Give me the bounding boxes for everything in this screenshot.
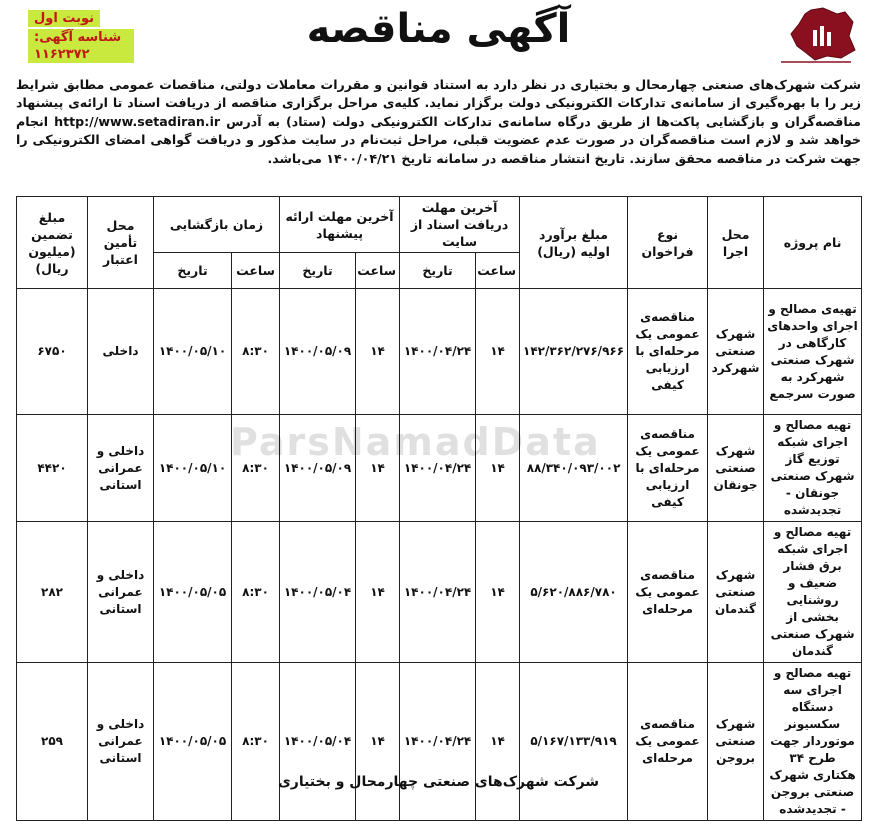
cell-funding: داخلی و عمرانی استانی [88, 663, 154, 821]
watermark: ParsNamadData [230, 420, 601, 464]
sub-date: تاریخ [400, 253, 476, 289]
sub-hour: ساعت [232, 253, 280, 289]
cell-type: مناقصه‌ی عمومی یک مرحله‌ای [628, 663, 708, 821]
sub-hour: ساعت [356, 253, 400, 289]
cell-submit-hour: ۱۴ [356, 289, 400, 415]
col-type: نوع فراخوان [628, 197, 708, 289]
tenders-table [16, 196, 862, 821]
cell-submit-date: ۱۴۰۰/۰۵/۰۴ [280, 663, 356, 821]
cell-open-date: ۱۴۰۰/۰۵/۰۵ [154, 663, 232, 821]
cell-receive-hour: ۱۴ [476, 415, 520, 522]
cell-submit-hour: ۱۴ [356, 415, 400, 522]
cell-location: شهرک صنعتی بروجن [708, 663, 764, 821]
cell-estimate: ۱۴۲/۳۶۲/۲۷۶/۹۶۶ [520, 289, 628, 415]
cell-receive-date: ۱۴۰۰/۰۴/۲۴ [400, 663, 476, 821]
cell-open-date: ۱۴۰۰/۰۵/۱۰ [154, 415, 232, 522]
cell-submit-hour: ۱۴ [356, 522, 400, 663]
table-row [17, 289, 862, 415]
cell-submit-date: ۱۴۰۰/۰۵/۰۹ [280, 289, 356, 415]
cell-project: تهیه مصالح و اجرای شبکه برق فشار ضعیف و روشنایی بخشی از شهرک صنعتی گندمان [764, 522, 862, 663]
cell-receive-date: ۱۴۰۰/۰۴/۲۴ [400, 522, 476, 663]
cell-funding: داخلی [88, 289, 154, 415]
table-row [17, 663, 862, 821]
cell-open-date: ۱۴۰۰/۰۵/۰۵ [154, 522, 232, 663]
col-project: نام پروژه [764, 197, 862, 289]
cell-location: شهرک صنعتی جونقان [708, 415, 764, 522]
cell-guarantee: ۴۴۲۰ [17, 415, 88, 522]
cell-type: مناقصه‌ی عمومی یک مرحله‌ای با ارزیابی کیفی [628, 289, 708, 415]
notice-title: آگهی مناقصه [306, 6, 571, 52]
notice-intro: شرکت شهرک‌های صنعتی چهارمحال و بختیاری در نظر دارد به استناد قوانین و مقررات معاملات دولتی، مناقصات عمومی مطابق شرایط زیر را با بهره‌گیری از سامانه‌ی تدارکات الکترونیکی دولت برگزار نماید. کلیه‌ی مراحل برگزاری مناقصه از دریافت اسناد تا ارائه‌ی پیشنهاد مناقصه‌گران و بازگشایی پاکت‌ها از طریق درگاه سامانه‌ی تدارکات الکترونیکی دولت (ستاد) به آدرس http://www.setadiran.ir انجام خواهد شد و لازم است مناقصه‌گران در صورت عدم عضویت قبلی، مراحل ثبت‌نام در سایت مذکور و دریافت گواهی امضای الکترونیکی را جهت شرکت در مناقصه محقق سازند. تاریخ انتشار مناقصه در سامانه تاریخ ۱۴۰۰/۰۴/۲۱ می‌باشد. [16, 77, 861, 166]
cell-receive-hour: ۱۴ [476, 522, 520, 663]
cell-estimate: ۸۸/۳۴۰/۰۹۳/۰۰۲ [520, 415, 628, 522]
cell-receive-hour: ۱۴ [476, 663, 520, 821]
col-location: محل اجرا [708, 197, 764, 289]
cell-open-hour: ۸:۳۰ [232, 415, 280, 522]
cell-receive-date: ۱۴۰۰/۰۴/۲۴ [400, 415, 476, 522]
table-header-row [17, 197, 862, 253]
cell-estimate: ۵/۶۲۰/۸۸۶/۷۸۰ [520, 522, 628, 663]
table-row [17, 522, 862, 663]
col-guarantee: مبلغ تضمین (میلیون ریال) [17, 197, 88, 289]
cell-funding: داخلی و عمرانی استانی [88, 522, 154, 663]
cell-project: تهیه مصالح و اجرای سه دستگاه سکسیونر موتوردار جهت طرح ۳۴ هکتاری شهرک صنعتی بروجن - تجدیدشده [764, 663, 862, 821]
footer-company: شرکت شهرک‌های صنعتی چهارمحال و بختیاری [277, 774, 600, 790]
cell-location: شهرک صنعتی شهرکرد [708, 289, 764, 415]
cell-submit-date: ۱۴۰۰/۰۵/۰۴ [280, 522, 356, 663]
cell-open-date: ۱۴۰۰/۰۵/۱۰ [154, 289, 232, 415]
cell-project: تهیه‌ی مصالح و اجرای واحدهای کارگاهی در شهرک صنعتی شهرکرد به صورت سرجمع [764, 289, 862, 415]
cell-project: تهیه مصالح و اجرای شبکه توزیع گاز شهرک صنعتی جونقان - تجدیدشده [764, 415, 862, 522]
cell-guarantee: ۲۵۹ [17, 663, 88, 821]
sub-date: تاریخ [154, 253, 232, 289]
cell-guarantee: ۲۸۲ [17, 522, 88, 663]
sub-date: تاریخ [280, 253, 356, 289]
sub-hour: ساعت [476, 253, 520, 289]
table-row [17, 415, 862, 522]
cell-receive-hour: ۱۴ [476, 289, 520, 415]
col-receive-deadline: آخرین مهلت دریافت اسناد از سایت [400, 197, 520, 253]
cell-funding: داخلی و عمرانی استانی [88, 415, 154, 522]
col-estimate: مبلغ برآورد اولیه (ریال) [520, 197, 628, 289]
cell-receive-date: ۱۴۰۰/۰۴/۲۴ [400, 289, 476, 415]
cell-guarantee: ۶۷۵۰ [17, 289, 88, 415]
cell-type: مناقصه‌ی عمومی یک مرحله‌ای با ارزیابی کیفی [628, 415, 708, 522]
cell-submit-date: ۱۴۰۰/۰۵/۰۹ [280, 415, 356, 522]
cell-estimate: ۵/۱۶۷/۱۳۳/۹۱۹ [520, 663, 628, 821]
col-funding: محل تأمین اعتبار [88, 197, 154, 289]
cell-open-hour: ۸:۳۰ [232, 289, 280, 415]
cell-open-hour: ۸:۳۰ [232, 522, 280, 663]
cell-type: مناقصه‌ی عمومی یک مرحله‌ای [628, 522, 708, 663]
col-opening: زمان بازگشایی [154, 197, 280, 253]
col-submit-deadline: آخرین مهلت ارائه پیشنهاد [280, 197, 400, 253]
cell-location: شهرک صنعتی گندمان [708, 522, 764, 663]
badge-round: نوبت اول [28, 10, 100, 27]
cell-open-hour: ۸:۳۰ [232, 663, 280, 821]
cell-submit-hour: ۱۴ [356, 663, 400, 821]
badge-ad-id: شناسه آگهی: ۱۱۶۲۳۷۲ [28, 29, 134, 63]
